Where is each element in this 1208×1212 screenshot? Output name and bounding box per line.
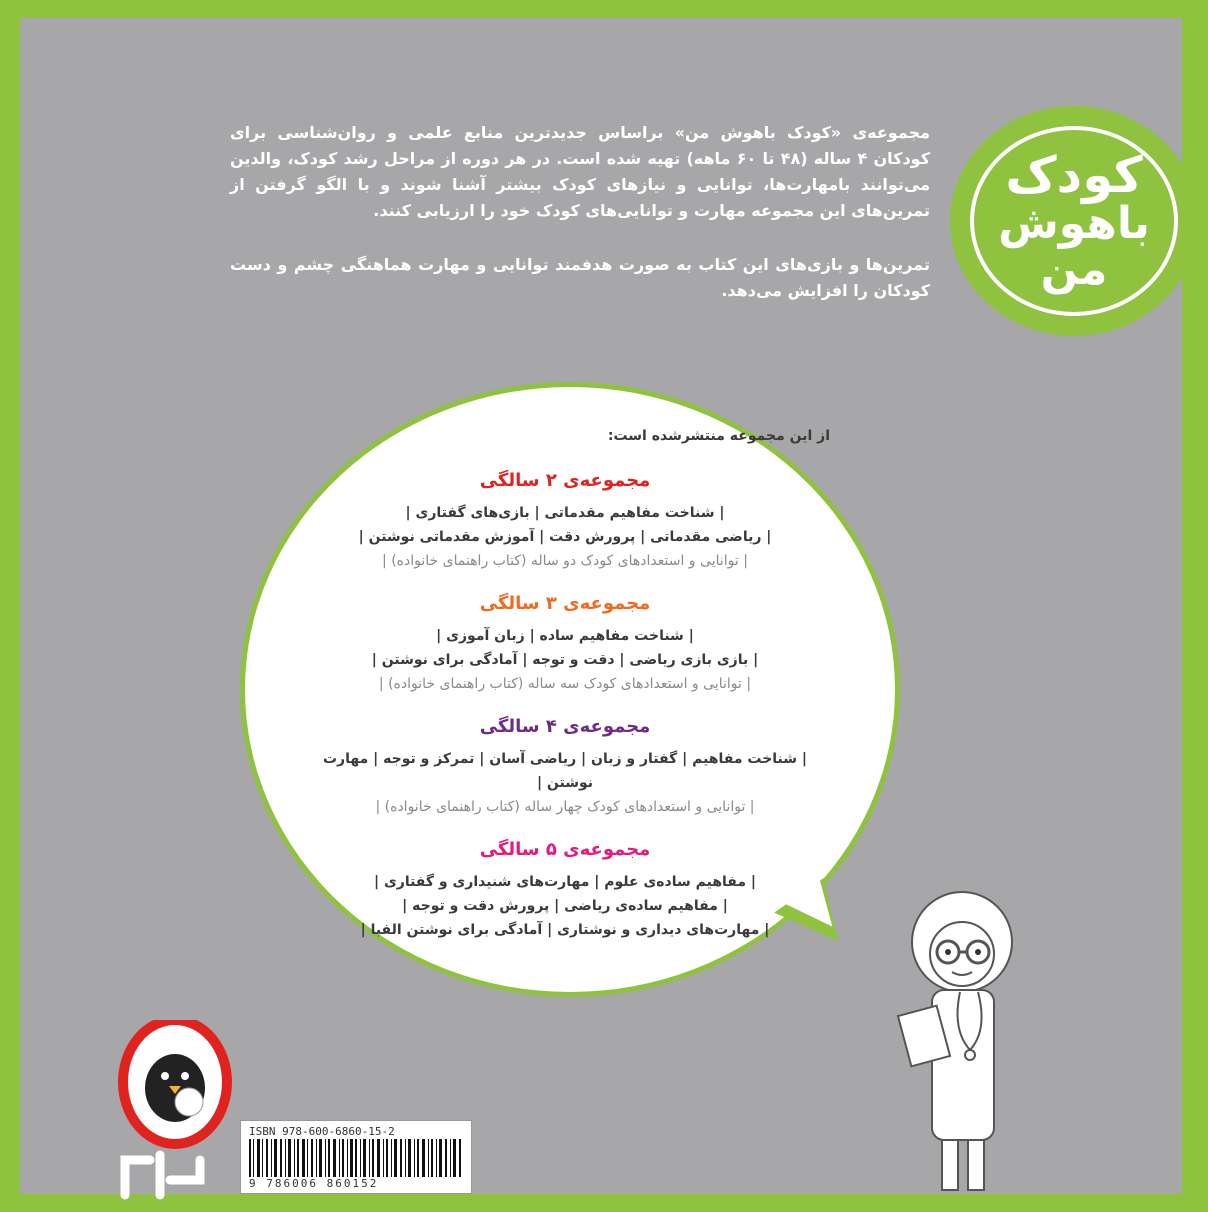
series-list (300, 428, 830, 962)
series-row: | مهارت‌های دیداری و نوشتاری | آمادگی برای نوشتن الفبا | (360, 922, 770, 938)
series-guide-row: | توانایی و استعدادهای کودک سه ساله (کتاب راهنمای خانواده) | (378, 676, 752, 692)
series-title: مجموعه‌ی ۳ سالگی (479, 593, 651, 614)
series-title: مجموعه‌ی ۴ سالگی (479, 716, 651, 737)
series-row: | شناخت مفاهیم | گفتار و زبان | ریاضی آسان | تمرکز و توجه | مهارت نوشتن | (322, 751, 808, 791)
series-row: | شناخت مفاهیم ساده | زبان آموزی | (436, 628, 694, 644)
isbn-label: ISBN 978-600-6860-15-2 (249, 1125, 395, 1138)
published-label: از این مجموعه منتشرشده است: (607, 428, 830, 444)
barcode-image (249, 1139, 463, 1177)
series-row: | ریاضی مقدماتی | پرورش دقت | آموزش مقدماتی نوشتن | (358, 529, 772, 545)
series-age-3 (300, 593, 830, 696)
series-age-5 (300, 839, 830, 942)
intro-paragraph-1: مجموعه‌ی «کودک باهوش من» براساس جدیدترین منابع علمی و روان‌شناسی برای کودکان ۴ ساله (۴۸ تا ۶۰ ماهه) تهیه شده است. در هر دوره از مراحل رشد کودک، والدین می‌توانند بامهارت‌ها، توانایی و نیازهای کودک بیشتر آشنا شوند و با الگو گرفتن از تمرین‌های این مجموعه مهارت و توانایی‌های کودک خود را ارزیابی کنند. (230, 123, 930, 220)
logo-line-3: من (1040, 244, 1108, 295)
isbn-barcode (240, 1120, 472, 1194)
logo-line-2: باهوش (998, 198, 1150, 249)
intro-text (230, 120, 930, 332)
logo-ring (970, 126, 1178, 316)
series-age-2 (300, 470, 830, 573)
girl-doctor-illustration (890, 880, 1040, 1200)
logo-line-1: کودک (1005, 146, 1143, 204)
isbn-digits: 9 786006 860152 (249, 1177, 379, 1190)
series-logo (950, 106, 1198, 336)
intro-paragraph-2: تمرین‌ها و بازی‌های این کتاب به صورت هدفمند توانایی و مهارت هماهنگی چشم و دست کودکان را افزایش می‌دهد. (230, 255, 930, 300)
series-row: | مفاهیم ساده‌ی ریاضی | پرورش دقت و توجه | (402, 898, 728, 914)
series-row: | مفاهیم ساده‌ی علوم | مهارت‌های شنیداری و گفتاری | (373, 874, 757, 890)
series-title: مجموعه‌ی ۲ سالگی (479, 470, 651, 491)
series-guide-row: | توانایی و استعدادهای کودک دو ساله (کتاب راهنمای خانواده) | (382, 553, 748, 569)
publisher-logo (105, 1020, 255, 1200)
series-title: مجموعه‌ی ۵ سالگی (479, 839, 651, 860)
series-guide-row: | توانایی و استعدادهای کودک چهار ساله (کتاب راهنمای خانواده) | (375, 799, 755, 815)
series-age-4 (300, 716, 830, 819)
series-row: | شناخت مفاهیم مقدماتی | بازی‌های گفتاری | (405, 505, 725, 521)
series-row: | بازی بازی ریاضی | دقت و توجه | آمادگی برای نوشتن | (371, 652, 759, 668)
